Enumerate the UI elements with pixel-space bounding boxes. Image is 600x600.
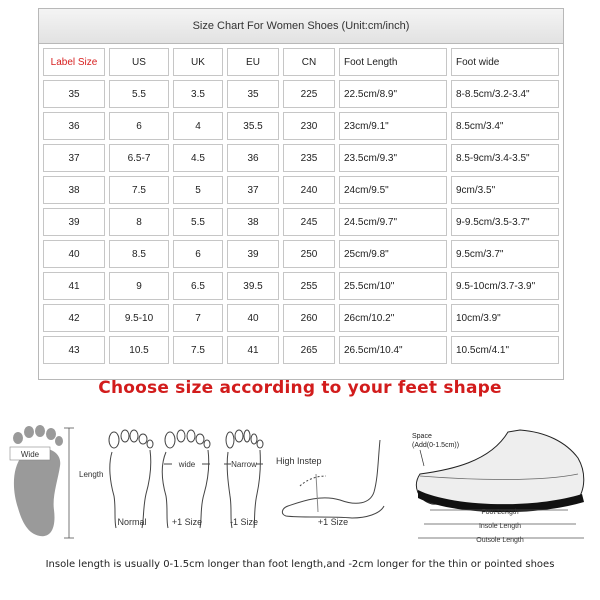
high-instep-label: High Instep xyxy=(276,456,322,466)
table-cell: 235 xyxy=(283,144,335,172)
table-row xyxy=(43,80,559,108)
table-cell: 9.5cm/3.7" xyxy=(451,240,559,268)
header-uk: UK xyxy=(173,48,223,76)
footprint-diagram xyxy=(10,425,103,538)
table-cell: 7.5 xyxy=(109,176,169,204)
table-cell: 7.5 xyxy=(173,336,223,364)
table-cell: 24cm/9.5" xyxy=(339,176,447,204)
space-note: (Add(0-1.5cm)) xyxy=(412,442,460,449)
table-cell: 42 xyxy=(43,304,105,332)
table-row xyxy=(43,144,559,172)
table-cell: 6.5 xyxy=(173,272,223,300)
table-cell: 9.5-10cm/3.7-3.9" xyxy=(451,272,559,300)
table-row xyxy=(43,176,559,204)
table-cell: 40 xyxy=(227,304,279,332)
table-cell: 8.5cm/3.4" xyxy=(451,112,559,140)
high-instep-icon xyxy=(282,440,384,518)
table-cell: 9 xyxy=(109,272,169,300)
table-row xyxy=(43,112,559,140)
table-cell: 36 xyxy=(227,144,279,172)
wide-foot-label: wide xyxy=(178,460,196,469)
table-cell: 43 xyxy=(43,336,105,364)
wide-foot xyxy=(162,430,210,528)
table-cell: 8.5 xyxy=(109,240,169,268)
table-cell: 5.5 xyxy=(109,80,169,108)
high-instep-foot xyxy=(282,440,384,518)
normal-foot-caption: Normal xyxy=(117,517,147,527)
foot-length-label: Foot Length xyxy=(481,509,519,516)
footprint-icon xyxy=(13,425,63,536)
normal-foot xyxy=(109,430,153,528)
table-cell: 8-8.5cm/3.2-3.4" xyxy=(451,80,559,108)
foot-shape-illustrations xyxy=(0,410,600,550)
shoe-diagram xyxy=(412,430,584,544)
table-cell: 9cm/3.5" xyxy=(451,176,559,204)
table-cell: 37 xyxy=(43,144,105,172)
size-chart xyxy=(38,8,564,380)
size-chart-title: Size Chart For Women Shoes (Unit:cm/inch) xyxy=(39,9,563,44)
header-cn: CN xyxy=(283,48,335,76)
table-cell: 255 xyxy=(283,272,335,300)
table-cell: 4.5 xyxy=(173,144,223,172)
table-cell: 6.5-7 xyxy=(109,144,169,172)
table-cell: 8 xyxy=(109,208,169,236)
header-foot-wide: Foot wide xyxy=(451,48,559,76)
table-cell: 35.5 xyxy=(227,112,279,140)
header-eu: EU xyxy=(227,48,279,76)
table-cell: 24.5cm/9.7" xyxy=(339,208,447,236)
table-cell: 250 xyxy=(283,240,335,268)
table-cell: 23.5cm/9.3" xyxy=(339,144,447,172)
table-cell: 9.5-10 xyxy=(109,304,169,332)
table-cell: 260 xyxy=(283,304,335,332)
table-cell: 5 xyxy=(173,176,223,204)
outsole-length-label: Outsole Length xyxy=(476,537,524,544)
table-cell: 38 xyxy=(227,208,279,236)
table-cell: 9-9.5cm/3.5-3.7" xyxy=(451,208,559,236)
table-row xyxy=(43,208,559,236)
table-cell: 5.5 xyxy=(173,208,223,236)
table-cell: 35 xyxy=(227,80,279,108)
table-cell: 37 xyxy=(227,176,279,204)
table-cell: 26.5cm/10.4" xyxy=(339,336,447,364)
table-row xyxy=(43,336,559,364)
table-cell: 265 xyxy=(283,336,335,364)
wide-label: Wide xyxy=(20,450,40,459)
table-row xyxy=(43,272,559,300)
table-cell: 22.5cm/8.9" xyxy=(339,80,447,108)
table-row xyxy=(43,304,559,332)
wide-foot-caption: +1 Size xyxy=(171,517,203,527)
length-label: Length xyxy=(79,470,104,479)
table-cell: 41 xyxy=(227,336,279,364)
table-cell: 26cm/10.2" xyxy=(339,304,447,332)
narrow-foot-caption: -1 Size xyxy=(229,517,259,527)
narrow-foot-label: Narrow xyxy=(231,460,257,469)
table-cell: 23cm/9.1" xyxy=(339,112,447,140)
table-cell: 35 xyxy=(43,80,105,108)
header-row xyxy=(43,48,559,76)
table-cell: 6 xyxy=(173,240,223,268)
table-cell: 40 xyxy=(43,240,105,268)
table-cell: 38 xyxy=(43,176,105,204)
size-advice-banner: Choose size according to your feet shape xyxy=(98,378,502,398)
table-cell: 7 xyxy=(173,304,223,332)
table-cell: 4 xyxy=(173,112,223,140)
table-cell: 25.5cm/10" xyxy=(339,272,447,300)
table-cell: 10.5cm/4.1" xyxy=(451,336,559,364)
table-cell: 39 xyxy=(227,240,279,268)
header-foot-length: Foot Length xyxy=(339,48,447,76)
table-cell: 39.5 xyxy=(227,272,279,300)
table-cell: 36 xyxy=(43,112,105,140)
header-us: US xyxy=(109,48,169,76)
table-cell: 225 xyxy=(283,80,335,108)
table-cell: 8.5-9cm/3.4-3.5" xyxy=(451,144,559,172)
table-cell: 230 xyxy=(283,112,335,140)
table-cell: 245 xyxy=(283,208,335,236)
table-cell: 39 xyxy=(43,208,105,236)
table-cell: 240 xyxy=(283,176,335,204)
header-label-size: Label Size xyxy=(43,48,105,76)
table-cell: 10cm/3.9" xyxy=(451,304,559,332)
insole-footnote: Insole length is usually 0-1.5cm longer than foot length,and -2cm longer for the thin or pointed shoes xyxy=(45,559,555,570)
narrow-foot xyxy=(224,430,263,528)
table-cell: 41 xyxy=(43,272,105,300)
table-cell: 10.5 xyxy=(109,336,169,364)
table-cell: 25cm/9.8" xyxy=(339,240,447,268)
insole-length-label: Insole Length xyxy=(478,523,522,530)
high-instep-caption: +1 Size xyxy=(317,517,349,527)
size-table xyxy=(39,44,563,368)
table-cell: 3.5 xyxy=(173,80,223,108)
table-row xyxy=(43,240,559,268)
space-label: Space xyxy=(412,433,432,440)
table-cell: 6 xyxy=(109,112,169,140)
